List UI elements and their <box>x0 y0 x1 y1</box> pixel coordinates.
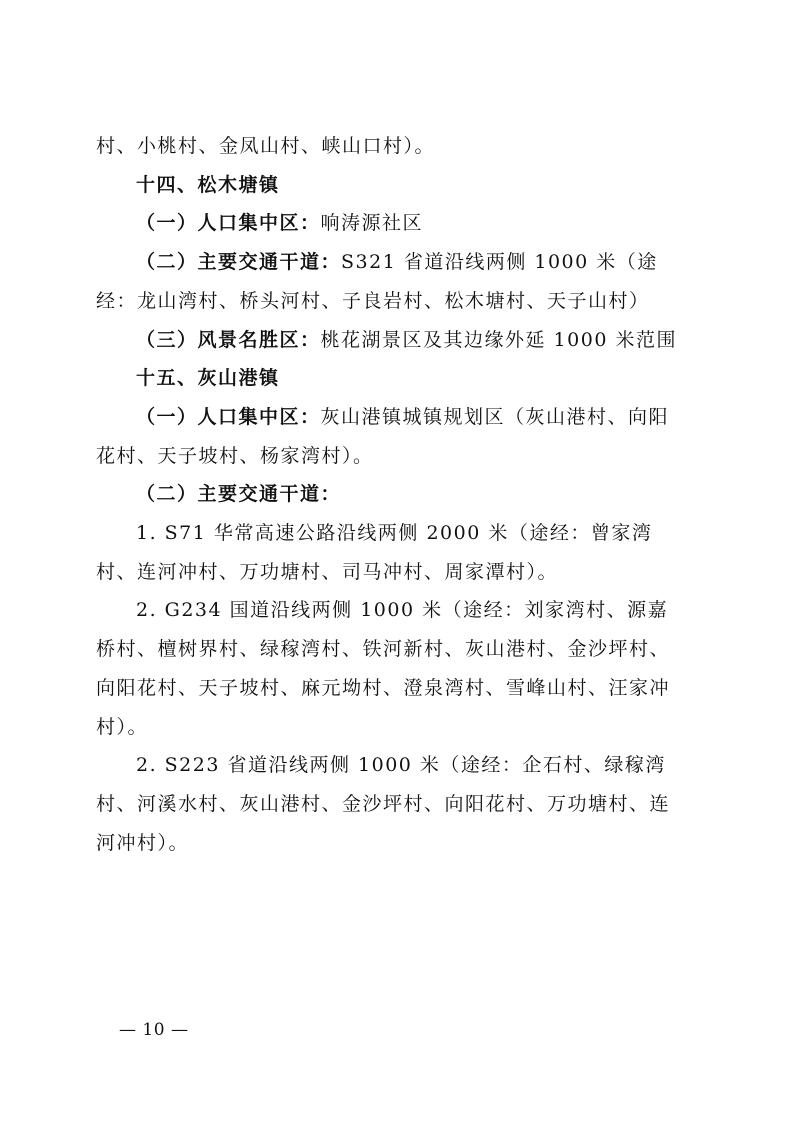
paragraph-text: 2. G234 国道沿线两侧 1000 米（途经：刘家湾村、源嘉桥村、檀树界村、绿稼湾村、铁河新村、灰山港村、金沙坪村、向阳花村、天子坡村、麻元坳村、澄泉湾村、雪峰山村、汪家冲村）。 <box>96 599 671 738</box>
paragraph-text: 2. S223 省道沿线两侧 1000 米（途经：企石村、绿稼湾村、河溪水村、灰山港村、金沙坪村、向阳花村、万功塘村、连河冲村）。 <box>96 754 671 854</box>
section-heading-songmutang <box>96 166 688 205</box>
paragraph-text: 1. S71 华常高速公路沿线两侧 2000 米（途经：曾家湾村、连河冲村、万功塘村、司马冲村、周家潭村）。 <box>96 522 653 583</box>
item-scenic-area <box>96 321 688 360</box>
heading-text: 十四、松木塘镇 <box>136 173 280 196</box>
item-population-area-2 <box>96 398 688 475</box>
road-entry-s223 <box>96 746 688 862</box>
continuation-paragraph <box>96 127 688 166</box>
item-main-road-2 <box>96 475 688 514</box>
heading-text: 十五、灰山港镇 <box>136 367 280 390</box>
road-entry-g234 <box>96 591 688 746</box>
item-text: 响涛源社区 <box>320 212 424 235</box>
item-text: S321 省道沿线两侧 1000 米（途经：龙山湾村、桥头河村、子良岩村、松木塘村、天子山村） <box>96 251 658 312</box>
item-text: 桃花湖景区及其边缘外延 1000 米范围 <box>320 328 677 351</box>
item-label: （二）主要交通干道： <box>136 483 342 506</box>
section-heading-huishangang <box>96 359 688 398</box>
item-population-area-1 <box>96 204 688 243</box>
item-label: （一）人口集中区： <box>136 405 321 428</box>
item-label: （三）风景名胜区： <box>136 328 321 351</box>
road-entry-s71 <box>96 514 688 591</box>
item-label: （一）人口集中区： <box>136 212 321 235</box>
paragraph-text: 村、小桃村、金凤山村、峡山口村）。 <box>96 135 436 157</box>
item-label: （二）主要交通干道： <box>136 251 342 274</box>
item-text: 灰山港镇城镇规划区（灰山港村、向阳花村、天子坡村、杨家湾村）。 <box>96 405 670 467</box>
body-text <box>96 127 688 862</box>
page-number: — 10 — <box>119 1020 189 1040</box>
item-main-road-1 <box>96 243 688 320</box>
